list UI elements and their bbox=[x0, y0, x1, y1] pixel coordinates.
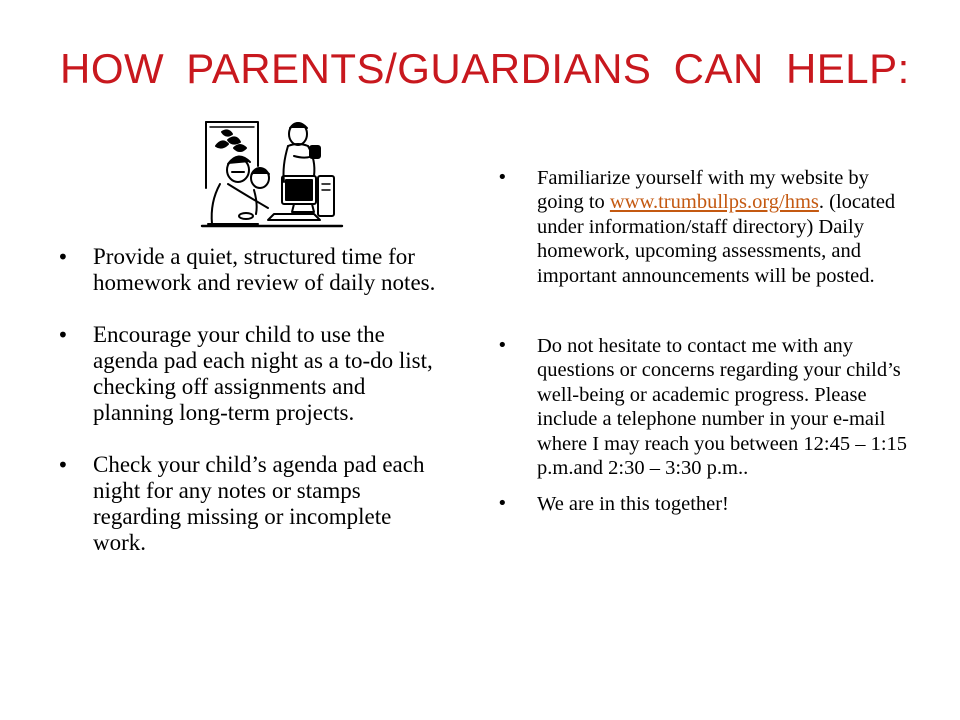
list-item bbox=[57, 322, 442, 426]
bullet-text-after-link: . (located under information/staff directory) Daily homework, upcoming assessments, and important announcements will be posted. bbox=[537, 191, 896, 287]
bullet-text: Do not hesitate to contact me with any questions or concerns regarding your child’s well-being or academic progress. Please include a telephone number in your e-mail where I may reach you between 12:45 – 1:15 p.m.and 2:30 – 3:30 p.m.. bbox=[537, 335, 908, 480]
bullet-icon: • bbox=[57, 323, 69, 347]
list-item bbox=[57, 452, 442, 556]
list-item bbox=[497, 334, 907, 480]
right-bullet-list bbox=[497, 166, 907, 517]
bullet-text-before-link: Familiarize yourself with my website by going to bbox=[537, 167, 869, 214]
bullet-icon: • bbox=[57, 245, 69, 269]
bullet-text: Encourage your child to use the agenda pad each night as a to-do list, checking off assignments and planning long-term projects. bbox=[93, 322, 433, 425]
slide-title: HOW PARENTS/GUARDIANS CAN HELP: bbox=[60, 45, 910, 92]
bullet-icon: • bbox=[497, 493, 508, 515]
list-item bbox=[497, 492, 907, 516]
bullet-icon: • bbox=[57, 453, 69, 477]
bullet-text: Provide a quiet, structured time for homework and review of daily notes. bbox=[93, 244, 436, 295]
bullet-icon: • bbox=[497, 167, 508, 188]
list-item bbox=[497, 166, 907, 288]
bullet-text: Check your child’s agenda pad each night for any notes or stamps regarding missing or incomplete work. bbox=[93, 452, 425, 555]
bullet-text: We are in this together! bbox=[537, 493, 729, 516]
parent-child-computer-clipart-icon bbox=[198, 118, 346, 230]
left-bullet-list bbox=[57, 244, 442, 582]
list-item bbox=[57, 244, 442, 296]
website-link[interactable]: www.trumbullps.org/hms bbox=[609, 191, 819, 214]
bullet-icon: • bbox=[497, 335, 508, 357]
